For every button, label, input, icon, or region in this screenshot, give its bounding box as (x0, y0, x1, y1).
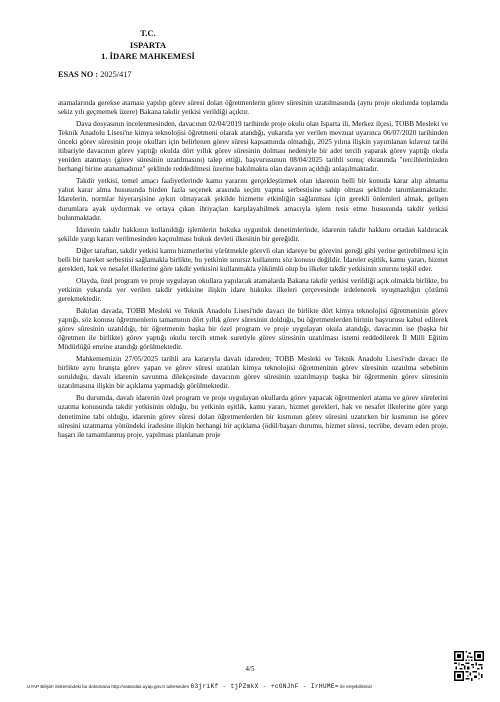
header-court: 1. İDARE MAHKEMESİ (101, 51, 195, 61)
footer-verification-code: 63jriKf - tjPZmkX - +cGNJhF - IrHUME= (190, 683, 339, 690)
case-number (58, 70, 132, 79)
header-city: ISPARTA (129, 39, 167, 50)
paragraph: Dava dosyasının incelenmesinden, davacının 02/04/2019 tarihinde proje okulu olan Isparta ili, Merkez ilçesi, TOBB Mesleki ve Teknik Anadolu Lisesi'ne kimya teknolojisi öğretmeni olarak atandığı, yukarıda yer verilen mevzuat uyarınca 06/07/2020 tarihinden önceki görev süresinin proje okulları için belirlenen görev süresi kapsamında olmadığı, 2025 yılına ilişkin yayımlanan kılavuz tarihi itibariyle davacının görev yaptığı okulda dört yıllık görev süresinin dolması nedeniyle bir adet tercih yaparak görev yaptığı okula yeniden atanmayı (görev süresinin uzatılmasını) talep ettiği, başvurusunun 08/04/2025 tarihli sonuç ekranında "tercihlerinizden herhangi birine atanamadınız" şeklinde reddedilmesi üzerine bakılmakta olan davanın açıldığı anlaşılmaktadır. (58, 120, 448, 174)
footer-note: UYAP Bilişim Sistemindeki bu dokümana http://vatandas.uyap.gov.tr adresinden (27, 684, 190, 689)
court-header (58, 28, 238, 63)
page-number: 4/5 (245, 665, 255, 673)
paragraph: Olayda, özel program ve proje uygulayan okullara yapılacak atamalarda Bakana takdir yetkisi verildiği açık olmakla birlikte, bu yetkinin yukarıda yer verilen takdir yetkisine ilişkin idare hukuku ilkeleri çerçevesinde irdelenerek uyuşmazlığın çözümü gerekmektedir. (58, 276, 448, 303)
footer-suffix: ile erişebilirsiniz (340, 684, 373, 689)
document-body (58, 99, 448, 443)
paragraph: Bu durumda, davalı idarenin özel program ve proje uygulayan okullarda görev yapacak öğretmenleri atama ve görev sürelerini uzatma konusunda takdir yetkisinin olduğu, bu yetkinin eşitlik, kamu yararı, hizmet gerekleri, hak ve nesafet ilkelerine göre yargı denetimine tabi olduğu, idarenin görev süresi dolan öğretmenlerden bir kısmının görev süresini uzatırken bir kısmının ise görev süresini uzatmama yönündeki iradesine ilişkin herhangi bir açıklama (ödül/başarı durumu, hizmet süresi, tecrübe, devam eden proje, başarı ile tamamlanmış proje, yapılması planlanan proje (58, 394, 448, 439)
paragraph: Bakılan davada, TOBB Mesleki ve Teknik Anadolu Lisesi'nde davacı ile birlikte dört kimya teknolojisi öğretmeninin görev yaptığı, söz konusu öğretmenlerin tamamının dört yıllık görev süresinin dolduğu, bu öğretmenlerden birinin başvurusu kabul edilerek görev süresinin uzatıldığı, bir öğretmenin başka bir özel program ve proje uygulayan okula atandığı, davacının ise (başka bir öğretmen ile birlikte) görev yaptığı okulu tercih etmek suretiyle görev süresinin uzatılması istemi reddedilerek İl Milli Eğitim Müdürlüğü emrine atandığı görülmektedir. (58, 306, 448, 352)
header-tc: T.C. (140, 28, 156, 38)
paragraph: Diğer taraftan, takdir yetkisi kamu hizmetlerini yürütmekle görevli olan idareye bu görevini gereği gibi yerine getirebilmesi için belli bir hareket serbestisi sağlamakla birlikte, bu yetkinin sınırsız kullanımı söz konusu değildir. İdareler eşitlik, kamu yararı, hizmet gerekleri, hak ve nesafet ilkelerine göre takdir yetkisini kullanmakla yükümlü olup bu ilkeler takdir yetkisinin sınırını teşkil eder. (58, 246, 448, 273)
paragraph: atamalarında gerekse ataması yapılıp görev süresi dolan öğretmenlerin görev süresinin uzatılmasında (aynı proje okulunda toplamda sekiz yılı geçmemek üzere) Bakana takdir yetkisi verildiği açıktır. (58, 99, 448, 117)
paragraph: Takdir yetkisi, temel amacı faaliyetlerinde kamu yararını gerçekleştirmek olan idarenin belli bir konuda karar alıp almama yahut karar alma hususunda birden fazla seçenek arasında seçim yapma serbestisine sahip olması şeklinde tanımlanmaktadır. İdarelerin, normlar hiyerarşisine aykırı olmayacak şekilde hizmette etkinliğin sağlanması için gerekli önlemleri almak, gelişen durumlara ayak uydurmak ve ortaya çıkan ihtiyaçları karşılayabilmek amacıyla işlem tesis etme hususunda takdir yetkisi bulunmaktadır. (58, 177, 448, 222)
paragraph: Mahkememizin 27/05/2025 tarihli ara kararıyla davalı idareden; TOBB Mesleki ve Teknik Anadolu Lisesi'nde davacı ile birlikte aynı branşta görev yapan ve görev süresi uzatılan kimya teknolojisi öğretmeninin görev süresinin uzatılma sebebinin sorulduğu, davalı idarenin savunma dilekçesinde davacının görev süresinin uzatılmayıp başka bir öğretmenin görev süresinin uzatılmasına ilişkin bir açıklama yapmadığı görülmektedir. (58, 355, 448, 391)
paragraph: İdarenin takdir hakkının kullanıldığı işlemlerin hukuka uygunluk denetimlerinde, idarenin takdir hakkını ortadan kaldıracak şekilde yargı kararı verilmesinden kaçınılması hukuk devleti ilkesinin bir gereğidir. (58, 225, 448, 243)
footer (27, 683, 372, 690)
case-number-value: 2025/417 (100, 70, 132, 79)
qr-code-icon (454, 651, 484, 681)
case-number-label: ESAS NO : (58, 70, 99, 79)
